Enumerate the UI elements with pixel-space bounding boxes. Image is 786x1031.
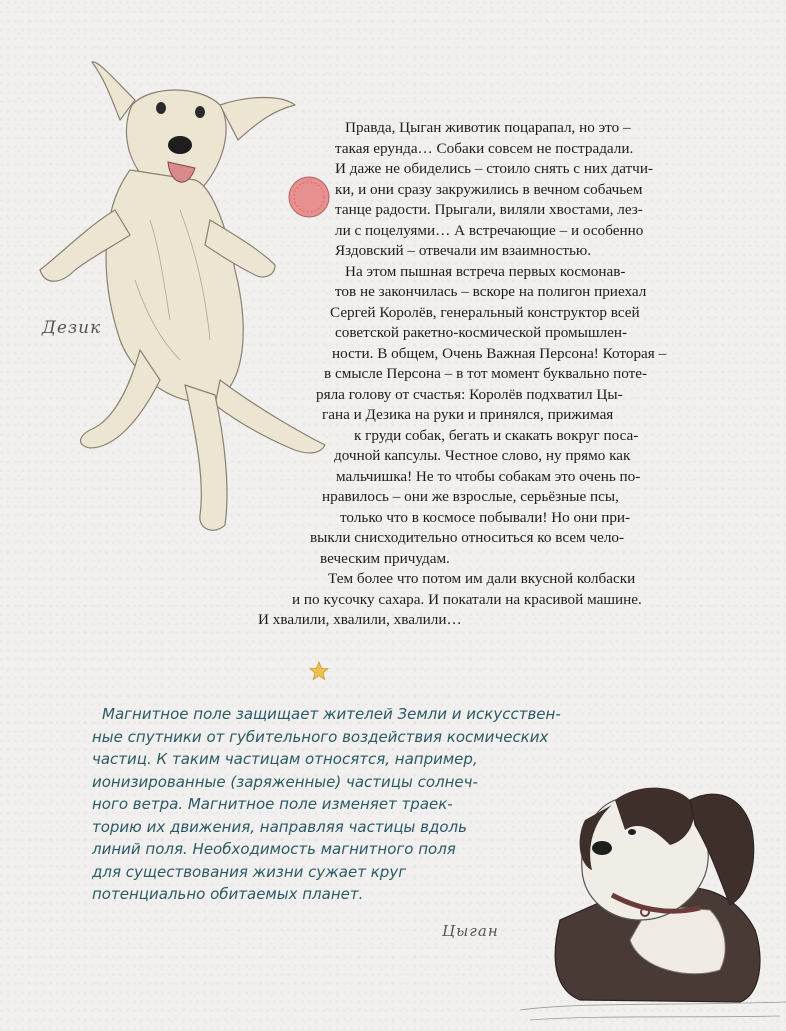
story-line: такая ерунда… Собаки совсем не пострадали. [335, 139, 634, 157]
story-line: ности. В общем, Очень Важная Персона! Которая – [332, 344, 667, 362]
story-line: И хвалили, хвалили, хвалили… [258, 611, 462, 628]
note-line: Магнитное поле защищает жителей Земли и искусствен- [102, 705, 561, 723]
note-line: торию их движения, направляя частицы вдоль [92, 817, 467, 836]
star-icon [309, 661, 329, 681]
note-line: ного ветра. Магнитное поле изменяет траек- [92, 795, 453, 813]
story-line: и по кусочку сахара. И покатали на красивой машине. [292, 590, 642, 608]
story-line: ли с поцелуями… А встречающие – и особенно [335, 221, 644, 239]
story-line: Яздовский – отвечали им взаимностью. [335, 242, 592, 259]
note-line: для существования жизни сужает круг [92, 862, 407, 881]
story-line: в смысле Персона – в тот момент буквально поте- [324, 365, 648, 382]
note-line: частиц. К таким частицам относятся, например, [92, 750, 478, 768]
story-line: только что в космосе побывали! Но они при- [340, 508, 631, 526]
story-line: На этом пышная встреча первых космонав- [345, 262, 626, 280]
story-line: веческим причудам. [320, 549, 450, 567]
story-line: тов не закончилась – вскоре на полигон приехал [335, 283, 647, 300]
story-line: Сергей Королёв, генеральный конструктор всей [330, 303, 640, 321]
story-line: танце радости. Прыгали, виляли хвостами, лез- [335, 201, 643, 218]
dezik-signature: Дезик [42, 318, 102, 338]
note-line: потенциально обитаемых планет. [92, 885, 364, 903]
story-line: к груди собак, бегать и скакать вокруг поса- [354, 426, 639, 444]
tsygan-signature: Цыган [442, 922, 499, 940]
story-line: выкли снисходительно относиться ко всем чело- [310, 529, 625, 546]
story-line: советской ракетно-космической промышлен- [335, 324, 628, 341]
note-line: ионизированные (заряженные) частицы солнеч- [92, 772, 478, 791]
story-line: ряла голову от счастья: Королёв подхватил Цы- [316, 385, 623, 403]
tsygan-dog-illustration [520, 770, 786, 1031]
note-line: ные спутники от губительного воздействия космических [92, 727, 549, 746]
story-paragraph [256, 118, 698, 631]
story-line: мальчишка! Не то чтобы собакам это очень по- [336, 467, 641, 485]
note-line: линий поля. Необходимость магнитного поля [92, 840, 456, 858]
story-line: Тем более что потом им дали вкусной колбаски [328, 570, 636, 587]
story-line: ки, и они сразу закружились в вечном собачьем [335, 180, 643, 198]
story-line: И даже не обиделись – стоило снять с них датчи- [335, 160, 654, 177]
story-line: гана и Дезика на руки и принялся, прижимая [322, 406, 614, 423]
story-line: нравилось – они же взрослые, серьёзные псы, [322, 488, 619, 505]
story-line: Правда, Цыган животик поцарапал, но это – [345, 119, 631, 136]
story-line: дочной капсулы. Честное слово, ну прямо как [334, 447, 631, 464]
